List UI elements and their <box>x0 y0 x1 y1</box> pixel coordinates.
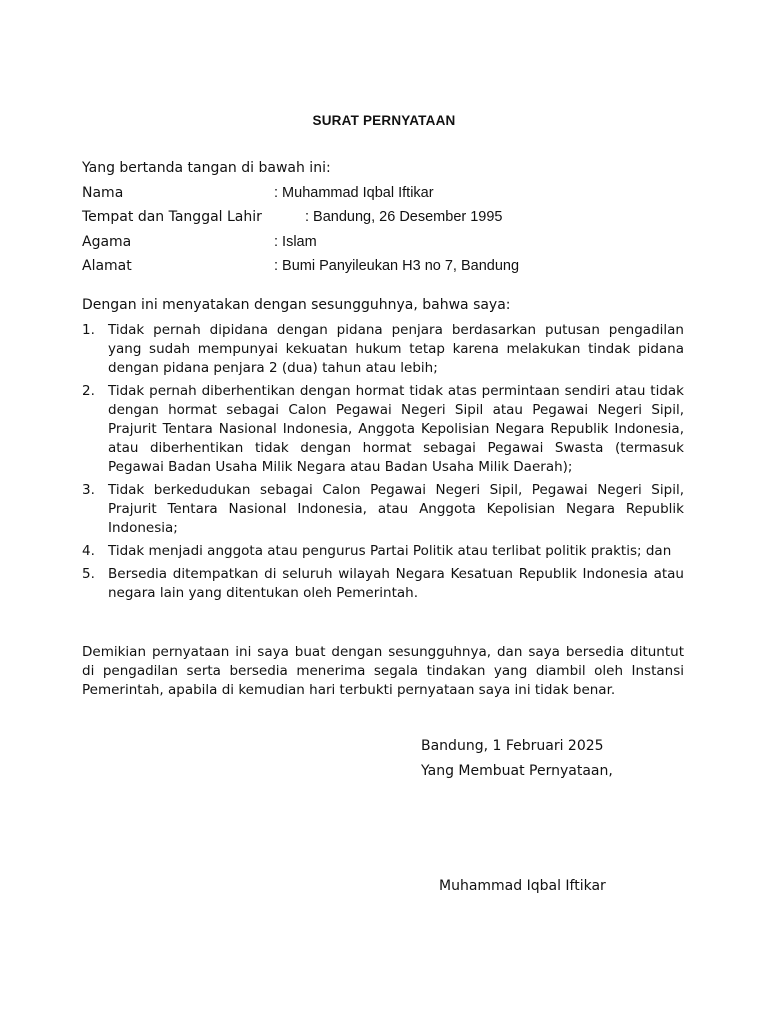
list-number: 5. <box>82 566 95 582</box>
list-text: Tidak pernah diberhentikan dengan hormat tidak atas permintaan sendiri atau tidak dengan hormat sebagai Calon Pegawai Negeri Sipil atau Pegawai Negeri Sipil, Prajurit Tentara Nasional Indonesia, Anggota Kepolisian Negara Republik Indonesia, atau diberhentikan tidak dengan hormat sebagai Pegawai Swasta (termasuk Pegawai Badan Usaha Milik Negara atau Badan Usaha Milik Daerah); <box>108 383 684 475</box>
field-value: : Muhammad Iqbal Iftikar <box>274 185 434 201</box>
field-value: : Islam <box>274 234 317 250</box>
field-label: Alamat <box>82 258 132 274</box>
list-number: 4. <box>82 543 95 559</box>
field-agama <box>82 234 682 254</box>
document-title: SURAT PERNYATAAN <box>312 113 456 128</box>
statement-intro: Dengan ini menyatakan dengan sesungguhnya, bahwa saya: <box>82 297 511 313</box>
list-item <box>82 481 684 538</box>
field-label: Agama <box>82 234 132 250</box>
field-tempat-tanggal-lahir <box>82 209 682 229</box>
field-label: Tempat dan Tanggal Lahir <box>82 209 262 225</box>
list-item <box>82 382 684 477</box>
field-value: : Bumi Panyileukan H3 no 7, Bandung <box>274 258 520 274</box>
list-text: Bersedia ditempatkan di seluruh wilayah Negara Kesatuan Republik Indonesia atau negara lain yang ditentukan oleh Pemerintah. <box>108 566 684 601</box>
list-number: 1. <box>82 322 95 338</box>
signer-name: Muhammad Iqbal Iftikar <box>439 878 606 894</box>
field-value: : Bandung, 26 Desember 1995 <box>305 209 503 225</box>
closing-paragraph: Demikian pernyataan ini saya buat dengan sesungguhnya, dan saya bersedia dituntut di pengadilan serta bersedia menerima segala tindakan yang diambil oleh Instansi Pemerintah, apabila di kemudian hari terbukti pernyataan saya ini tidak benar. <box>82 644 684 698</box>
field-alamat <box>82 258 682 278</box>
maker-label: Yang Membuat Pernyataan, <box>421 763 613 779</box>
list-item <box>82 321 684 378</box>
field-nama <box>82 185 682 205</box>
list-item <box>82 565 684 603</box>
intro-text: Yang bertanda tangan di bawah ini: <box>82 160 331 176</box>
list-text: Tidak berkedudukan sebagai Calon Pegawai Negeri Sipil, Pegawai Negeri Sipil, Prajurit Tentara Nasional Indonesia, atau Anggota Kepolisian Negara Republik Indonesia; <box>108 482 684 536</box>
list-number: 2. <box>82 383 95 399</box>
field-label: Nama <box>82 185 124 201</box>
list-number: 3. <box>82 482 95 498</box>
statement-list <box>82 321 684 607</box>
list-text: Tidak menjadi anggota atau pengurus Partai Politik atau terlibat politik praktis; dan <box>108 543 672 559</box>
list-item <box>82 542 684 561</box>
place-date: Bandung, 1 Februari 2025 <box>421 738 604 754</box>
list-text: Tidak pernah dipidana dengan pidana penjara berdasarkan putusan pengadilan yang sudah mempunyai kekuatan hukum tetap karena melakukan tindak pidana dengan pidana penjara 2 (dua) tahun atau lebih; <box>108 322 684 376</box>
